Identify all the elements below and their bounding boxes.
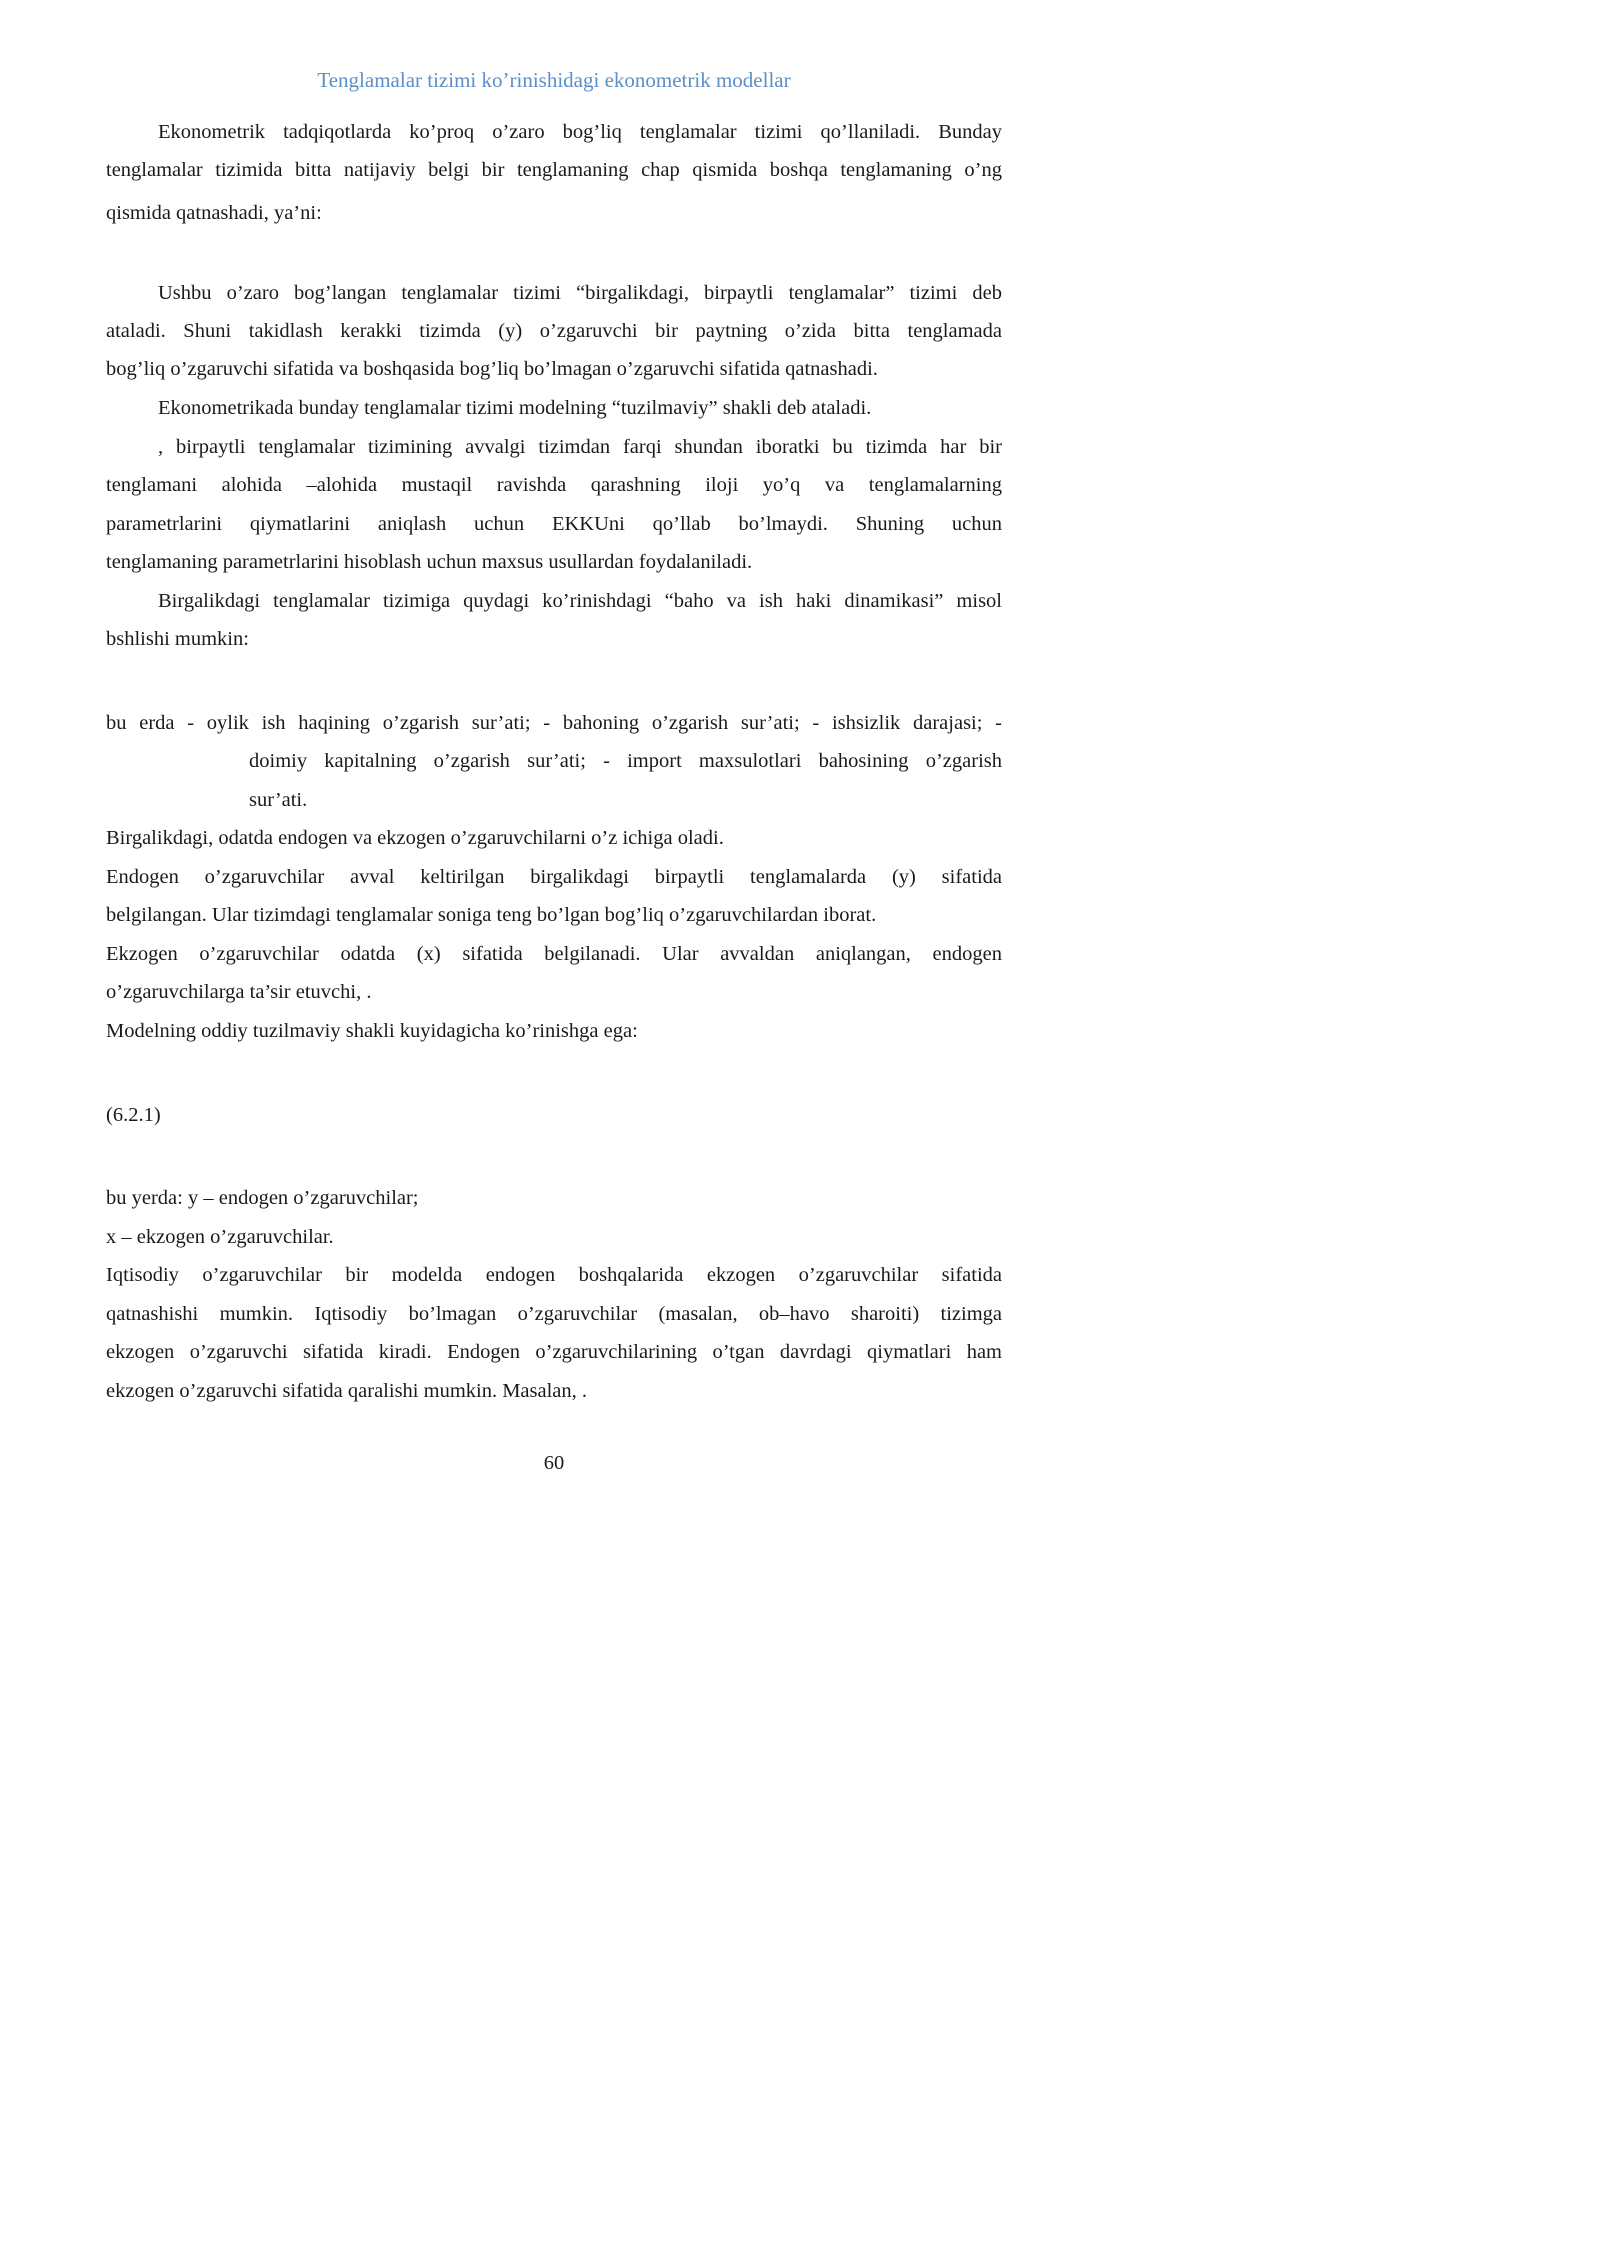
text-line: doimiy kapitalning o’zgarish sur’ati; - import maxsulotlari bahosining o’zgarish [249,750,1002,772]
text-line: Modelning oddiy tuzilmaviy shakli kuyidagicha ko’rinishga ega: [106,1020,638,1042]
text-line: tenglamaning parametrlarini hisoblash uchun maxsus usullardan foydalaniladi. [106,551,753,573]
section-heading: Tenglamalar tizimi ko’rinishidagi ekonometrik modellar [317,68,791,92]
text-line: tenglamani alohida –alohida mustaqil ravishda qarashning iloji yo’q va tenglamalarning [106,474,1002,496]
text-line: , birpaytli tenglamalar tizimining avvalgi tizimdan farqi shundan iboratki bu tizimda har bir [158,436,1002,458]
text-line: Ushbu o’zaro bog’langan tenglamalar tizimi “birgalikdagi, birpaytli tenglamalar” tizimi deb [158,282,1002,304]
text-line: ekzogen o’zgaruvchi sifatida qaralishi mumkin. Masalan, . [106,1380,588,1402]
text-line: belgilangan. Ular tizimdagi tenglamalar soniga teng bo’lgan bog’liq o’zgaruvchilardan iborat. [106,904,877,926]
text-line: o’zgaruvchilarga ta’sir etuvchi, . [106,981,372,1003]
text-line: ekzogen o’zgaruvchi sifatida kiradi. Endogen o’zgaruvchilarining o’tgan davrdagi qiymatlari ham [106,1341,1002,1363]
text-line: bog’liq o’zgaruvchi sifatida va boshqasida bog’liq bo’lmagan o’zgaruvchi sifatida qatnashadi. [106,358,878,380]
text-line: bshlishi mumkin: [106,628,249,650]
document-page [0,0,1108,1566]
page-number: 60 [543,1452,565,1474]
text-line: Ekonometrikada bunday tenglamalar tizimi modelning “tuzilmaviy” shakli deb ataladi. [158,397,872,419]
text-line: Ekzogen o’zgaruvchilar odatda (x) sifatida belgilanadi. Ular avvaldan aniqlangan, endogen [106,943,1002,965]
text-line: Birgalikdagi tenglamalar tizimiga quydagi ko’rinishdagi “baho va ish haki dinamikasi” misol [158,590,1002,612]
text-line: x – ekzogen o’zgaruvchilar. [106,1226,334,1248]
text-line: sur’ati. [249,789,308,811]
text-line: bu erda - oylik ish haqining o’zgarish sur’ati; - bahoning o’zgarish sur’ati; - ishsizlik darajasi; - [106,712,1002,734]
text-line: Birgalikdagi, odatda endogen va ekzogen o’zgaruvchilarni o’z ichiga oladi. [106,827,724,849]
text-line: parametrlarini qiymatlarini aniqlash uchun EKKUni qo’llab bo’lmaydi. Shuning uchun [106,513,1002,535]
text-line: Ekonometrik tadqiqotlarda ko’proq o’zaro bog’liq tenglamalar tizimi qo’llaniladi. Bunday [158,121,1002,143]
text-line: ataladi. Shuni takidlash kerakki tizimda (y) o’zgaruvchi bir paytning o’zida bitta tenglamada [106,320,1002,342]
text-line: tenglamalar tizimida bitta natijaviy belgi bir tenglamaning chap qismida boshqa tenglamaning o’ng [106,159,1002,181]
text-line: qismida qatnashadi, ya’ni: [106,202,322,224]
text-line: Endogen o’zgaruvchilar avval keltirilgan birgalikdagi birpaytli tenglamalarda (y) sifatida [106,866,1002,888]
text-line: Iqtisodiy o’zgaruvchilar bir modelda endogen boshqalarida ekzogen o’zgaruvchilar sifatida [106,1264,1002,1286]
equation-number: (6.2.1) [106,1104,161,1126]
text-line: bu yerda: y – endogen o’zgaruvchilar; [106,1187,419,1209]
text-line: qatnashishi mumkin. Iqtisodiy bo’lmagan o’zgaruvchilar (masalan, ob–havo sharoiti) tizimga [106,1303,1002,1325]
